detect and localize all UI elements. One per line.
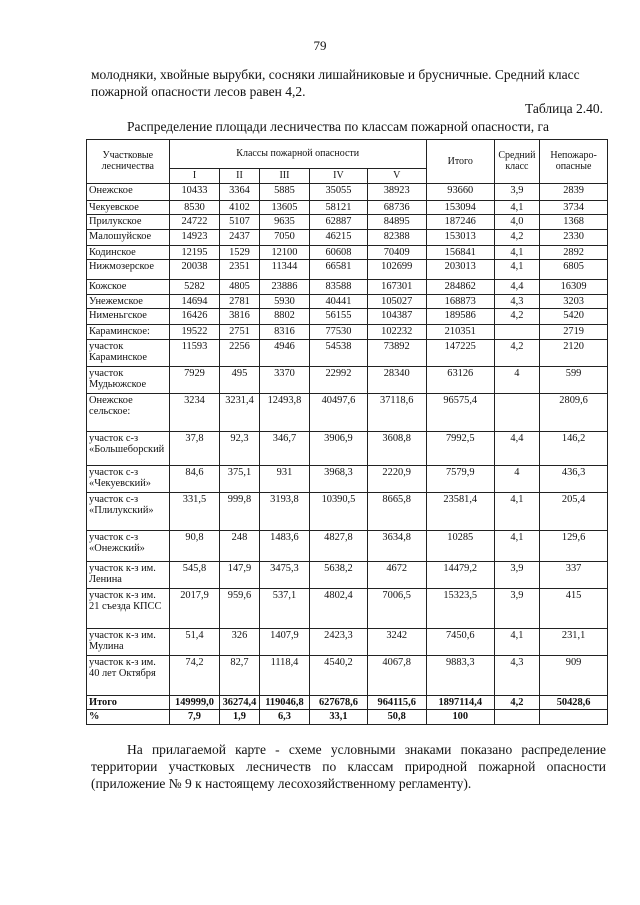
value-cell: 331,5 (169, 492, 220, 530)
value-cell: 4827,8 (310, 530, 367, 561)
district-name-cell: Чекуевское (87, 200, 170, 215)
value-cell: 156841 (426, 245, 494, 260)
value-cell: 4,1 (494, 492, 540, 530)
value-cell: 999,8 (220, 492, 259, 530)
value-cell: 12100 (259, 245, 310, 260)
value-cell: 7006,5 (367, 588, 426, 628)
value-cell: 8665,8 (367, 492, 426, 530)
table-caption: Таблица 2.40. (525, 101, 603, 116)
value-cell: 4,2 (494, 339, 540, 366)
header-class-5: V (367, 169, 426, 184)
value-cell: 14694 (169, 294, 220, 309)
value-cell: 24722 (169, 215, 220, 230)
table-row (87, 710, 608, 725)
value-cell: 129,6 (540, 530, 608, 561)
value-cell: 68736 (367, 200, 426, 215)
value-cell: 8530 (169, 200, 220, 215)
value-cell: 7,9 (169, 710, 220, 725)
table-row (87, 628, 608, 655)
value-cell: 248 (220, 530, 259, 561)
value-cell: 2892 (540, 245, 608, 260)
value-cell: 5420 (540, 309, 608, 325)
value-cell: 2839 (540, 183, 608, 200)
header-class-4: IV (310, 169, 367, 184)
value-cell: 3734 (540, 200, 608, 215)
value-cell: 4,3 (494, 655, 540, 695)
value-cell: 7929 (169, 366, 220, 393)
value-cell: 11344 (259, 260, 310, 280)
value-cell: 4,2 (494, 695, 540, 710)
table-row (87, 309, 608, 325)
district-name-cell: участок с-з «Большеборский (87, 431, 170, 465)
value-cell: 4 (494, 366, 540, 393)
district-name-cell: Караминское: (87, 325, 170, 340)
header-district: Участковые лесничества (87, 140, 170, 184)
district-name-cell: Итого (87, 695, 170, 710)
value-cell: 203013 (426, 260, 494, 280)
value-cell: 60608 (310, 245, 367, 260)
value-cell: 5638,2 (310, 561, 367, 588)
value-cell: 7992,5 (426, 431, 494, 465)
value-cell: 2351 (220, 260, 259, 280)
value-cell: 58121 (310, 200, 367, 215)
district-name-cell: Унежемское (87, 294, 170, 309)
value-cell: 54538 (310, 339, 367, 366)
value-cell: 4,0 (494, 215, 540, 230)
value-cell: 82,7 (220, 655, 259, 695)
value-cell: 14923 (169, 229, 220, 245)
value-cell: 4,1 (494, 260, 540, 280)
table-row (87, 325, 608, 340)
table-row (87, 280, 608, 295)
value-cell: 931 (259, 465, 310, 492)
value-cell: 375,1 (220, 465, 259, 492)
value-cell: 1897114,4 (426, 695, 494, 710)
value-cell: 3608,8 (367, 431, 426, 465)
intro-paragraph: молодняки, хвойные вырубки, сосняки лишайниковые и брусничные. Средний класс пожарной опасности лесов равен 4,2. (91, 67, 580, 99)
value-cell: 3,9 (494, 588, 540, 628)
value-cell: 51,4 (169, 628, 220, 655)
value-cell: 84895 (367, 215, 426, 230)
value-cell: 8802 (259, 309, 310, 325)
value-cell: 6805 (540, 260, 608, 280)
value-cell: 9635 (259, 215, 310, 230)
value-cell: 1,9 (220, 710, 259, 725)
value-cell: 2719 (540, 325, 608, 340)
header-total: Итого (426, 140, 494, 184)
value-cell: 4946 (259, 339, 310, 366)
value-cell: 1118,4 (259, 655, 310, 695)
value-cell: 46215 (310, 229, 367, 245)
value-cell: 2120 (540, 339, 608, 366)
value-cell: 35055 (310, 183, 367, 200)
value-cell: 6,3 (259, 710, 310, 725)
table-row (87, 588, 608, 628)
value-cell: 7450,6 (426, 628, 494, 655)
value-cell: 2751 (220, 325, 259, 340)
value-cell: 231,1 (540, 628, 608, 655)
table-title: Распределение площади лесничества по классам пожарной опасности, га (127, 119, 549, 134)
district-name-cell: Нименьгское (87, 309, 170, 325)
header-avg-class: Средний класс (494, 140, 540, 184)
value-cell (494, 710, 540, 725)
header-class-3: III (259, 169, 310, 184)
table-row (87, 183, 608, 200)
value-cell: 11593 (169, 339, 220, 366)
district-name-cell: % (87, 710, 170, 725)
table-row (87, 465, 608, 492)
district-name-cell: Нижмозерское (87, 260, 170, 280)
table-row (87, 393, 608, 431)
value-cell: 346,7 (259, 431, 310, 465)
value-cell: 96575,4 (426, 393, 494, 431)
value-cell: 436,3 (540, 465, 608, 492)
value-cell: 1529 (220, 245, 259, 260)
value-cell: 82388 (367, 229, 426, 245)
value-cell: 326 (220, 628, 259, 655)
district-name-cell: Онежское (87, 183, 170, 200)
value-cell: 7579,9 (426, 465, 494, 492)
value-cell: 37,8 (169, 431, 220, 465)
table-row (87, 260, 608, 280)
value-cell: 119046,8 (259, 695, 310, 710)
table-body (87, 183, 608, 725)
value-cell: 37118,6 (367, 393, 426, 431)
value-cell: 28340 (367, 366, 426, 393)
value-cell: 8316 (259, 325, 310, 340)
value-cell: 2437 (220, 229, 259, 245)
value-cell: 5885 (259, 183, 310, 200)
value-cell: 4,2 (494, 229, 540, 245)
value-cell: 3193,8 (259, 492, 310, 530)
district-name-cell: участок к-з им. 21 съезда КПСС (87, 588, 170, 628)
value-cell: 5107 (220, 215, 259, 230)
header-class-1: I (169, 169, 220, 184)
value-cell: 40441 (310, 294, 367, 309)
value-cell: 3475,3 (259, 561, 310, 588)
value-cell: 147,9 (220, 561, 259, 588)
district-name-cell: участок к-з им. Ленина (87, 561, 170, 588)
value-cell: 10285 (426, 530, 494, 561)
value-cell: 16309 (540, 280, 608, 295)
table-row (87, 655, 608, 695)
value-cell: 1368 (540, 215, 608, 230)
value-cell: 19522 (169, 325, 220, 340)
value-cell: 10390,5 (310, 492, 367, 530)
value-cell: 167301 (367, 280, 426, 295)
fire-danger-table (86, 139, 608, 725)
value-cell: 959,6 (220, 588, 259, 628)
value-cell: 3634,8 (367, 530, 426, 561)
value-cell: 70409 (367, 245, 426, 260)
value-cell: 63126 (426, 366, 494, 393)
outro-paragraph (91, 741, 606, 792)
value-cell: 153094 (426, 200, 494, 215)
value-cell: 10433 (169, 183, 220, 200)
value-cell: 62887 (310, 215, 367, 230)
value-cell: 20038 (169, 260, 220, 280)
value-cell: 210351 (426, 325, 494, 340)
value-cell: 56155 (310, 309, 367, 325)
value-cell: 149999,0 (169, 695, 220, 710)
district-name-cell: Малошуйское (87, 229, 170, 245)
value-cell: 36274,4 (220, 695, 259, 710)
value-cell: 1483,6 (259, 530, 310, 561)
table-row (87, 294, 608, 309)
value-cell: 16426 (169, 309, 220, 325)
value-cell: 3906,9 (310, 431, 367, 465)
value-cell: 3968,3 (310, 465, 367, 492)
value-cell: 4,1 (494, 628, 540, 655)
table-row (87, 561, 608, 588)
page-number: 79 (313, 38, 327, 53)
district-name-cell: Кодинское (87, 245, 170, 260)
value-cell: 40497,6 (310, 393, 367, 431)
value-cell: 13605 (259, 200, 310, 215)
value-cell: 4,1 (494, 200, 540, 215)
value-cell: 90,8 (169, 530, 220, 561)
district-name-cell: участок с-з «Чекуевский» (87, 465, 170, 492)
value-cell: 15323,5 (426, 588, 494, 628)
header-classes: Классы пожарной опасности (169, 140, 426, 169)
value-cell: 147225 (426, 339, 494, 366)
value-cell: 105027 (367, 294, 426, 309)
value-cell: 4,1 (494, 245, 540, 260)
value-cell: 102699 (367, 260, 426, 280)
value-cell: 50428,6 (540, 695, 608, 710)
value-cell: 153013 (426, 229, 494, 245)
district-name-cell: участок к-з им. 40 лет Октября (87, 655, 170, 695)
district-name-cell: участок Караминское (87, 339, 170, 366)
value-cell: 74,2 (169, 655, 220, 695)
value-cell: 3231,4 (220, 393, 259, 431)
district-name-cell: участок с-з «Онежский» (87, 530, 170, 561)
district-name-cell: Прилукское (87, 215, 170, 230)
value-cell: 2220,9 (367, 465, 426, 492)
value-cell: 627678,6 (310, 695, 367, 710)
value-cell: 964115,6 (367, 695, 426, 710)
value-cell (540, 710, 608, 725)
value-cell: 23581,4 (426, 492, 494, 530)
value-cell: 100 (426, 710, 494, 725)
header-class-2: II (220, 169, 259, 184)
table-row (87, 339, 608, 366)
value-cell: 12493,8 (259, 393, 310, 431)
value-cell: 14479,2 (426, 561, 494, 588)
district-name-cell: участок Мудьюжское (87, 366, 170, 393)
value-cell: 4,3 (494, 294, 540, 309)
value-cell: 4540,2 (310, 655, 367, 695)
value-cell: 3,9 (494, 183, 540, 200)
value-cell: 5282 (169, 280, 220, 295)
value-cell: 4067,8 (367, 655, 426, 695)
value-cell (494, 393, 540, 431)
value-cell: 2017,9 (169, 588, 220, 628)
district-name-cell: Кожское (87, 280, 170, 295)
value-cell: 3364 (220, 183, 259, 200)
district-name-cell: участок к-з им. Мулина (87, 628, 170, 655)
value-cell: 4805 (220, 280, 259, 295)
value-cell: 189586 (426, 309, 494, 325)
value-cell: 4672 (367, 561, 426, 588)
table-row (87, 431, 608, 465)
value-cell: 2781 (220, 294, 259, 309)
value-cell: 415 (540, 588, 608, 628)
district-name-cell: Онежское сельское: (87, 393, 170, 431)
value-cell: 3203 (540, 294, 608, 309)
value-cell: 168873 (426, 294, 494, 309)
value-cell: 4,4 (494, 280, 540, 295)
value-cell: 83588 (310, 280, 367, 295)
value-cell: 77530 (310, 325, 367, 340)
value-cell: 84,6 (169, 465, 220, 492)
value-cell: 337 (540, 561, 608, 588)
table-row (87, 200, 608, 215)
value-cell: 2256 (220, 339, 259, 366)
value-cell: 2809,6 (540, 393, 608, 431)
value-cell: 205,4 (540, 492, 608, 530)
value-cell: 545,8 (169, 561, 220, 588)
value-cell: 2423,3 (310, 628, 367, 655)
value-cell: 9883,3 (426, 655, 494, 695)
value-cell: 146,2 (540, 431, 608, 465)
value-cell: 93660 (426, 183, 494, 200)
value-cell: 22992 (310, 366, 367, 393)
value-cell: 92,3 (220, 431, 259, 465)
value-cell: 599 (540, 366, 608, 393)
value-cell: 4,4 (494, 431, 540, 465)
table-row (87, 215, 608, 230)
value-cell: 5930 (259, 294, 310, 309)
table-row (87, 530, 608, 561)
value-cell: 66581 (310, 260, 367, 280)
table-row (87, 366, 608, 393)
table-row (87, 695, 608, 710)
value-cell: 7050 (259, 229, 310, 245)
value-cell: 104387 (367, 309, 426, 325)
value-cell: 3816 (220, 309, 259, 325)
value-cell: 50,8 (367, 710, 426, 725)
value-cell: 73892 (367, 339, 426, 366)
value-cell: 3234 (169, 393, 220, 431)
value-cell (494, 325, 540, 340)
value-cell: 909 (540, 655, 608, 695)
value-cell: 38923 (367, 183, 426, 200)
value-cell: 4 (494, 465, 540, 492)
table-row (87, 229, 608, 245)
value-cell: 187246 (426, 215, 494, 230)
header-non-fire: Непожаро-опасные (540, 140, 608, 184)
value-cell: 537,1 (259, 588, 310, 628)
value-cell: 23886 (259, 280, 310, 295)
table-row (87, 245, 608, 260)
value-cell: 4802,4 (310, 588, 367, 628)
value-cell: 3370 (259, 366, 310, 393)
value-cell: 102232 (367, 325, 426, 340)
outro-text: На прилагаемой карте - схеме условными знаками показано распределение территории участковых лесничеств по классам природной пожарной опасности (приложение № 9 к настоящему лесохозяйственному регламенту). (91, 742, 606, 791)
value-cell: 3242 (367, 628, 426, 655)
value-cell: 12195 (169, 245, 220, 260)
table-row (87, 492, 608, 530)
value-cell: 33,1 (310, 710, 367, 725)
value-cell: 495 (220, 366, 259, 393)
value-cell: 4,2 (494, 309, 540, 325)
district-name-cell: участок с-з «Плилукский» (87, 492, 170, 530)
value-cell: 4,1 (494, 530, 540, 561)
value-cell: 4102 (220, 200, 259, 215)
value-cell: 2330 (540, 229, 608, 245)
value-cell: 1407,9 (259, 628, 310, 655)
value-cell: 284862 (426, 280, 494, 295)
value-cell: 3,9 (494, 561, 540, 588)
